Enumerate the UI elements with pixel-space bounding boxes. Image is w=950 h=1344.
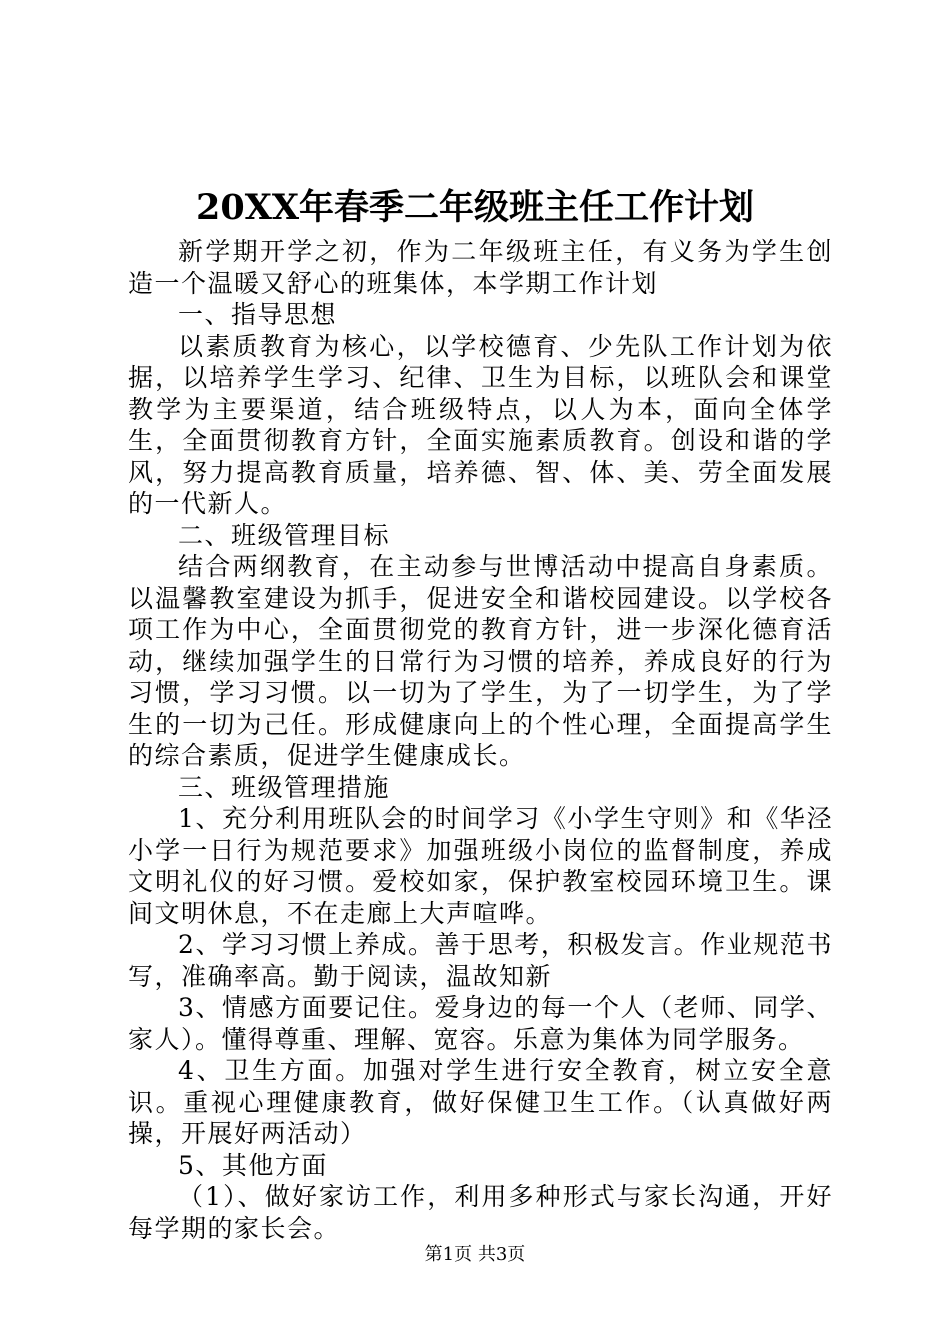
measure-item-4: 4、卫生方面。加强对学生进行安全教育，树立安全意识。重视心理健康教育，做好保健卫生工作。（认真做好两操，开展好两活动） bbox=[128, 1056, 833, 1148]
measure-item-3: 3、情感方面要记住。爱身边的每一个人（老师、同学、家人）。懂得尊重、理解、宽容。乐意为集体为同学服务。 bbox=[128, 993, 833, 1054]
measure-subitem-1: （1）、做好家访工作，利用多种形式与家长沟通，开好每学期的家长会。 bbox=[128, 1182, 833, 1243]
page-number-footer: 第1页 共3页 bbox=[424, 1244, 526, 1265]
measure-item-2: 2、学习习惯上养成。善于思考，积极发言。作业规范书写，准确率高。勤于阅读，温故知新 bbox=[128, 930, 833, 991]
document-body bbox=[128, 236, 833, 1244]
section-heading-guiding-ideology: 一、指导思想 bbox=[178, 300, 338, 329]
section-heading-class-goals: 二、班级管理目标 bbox=[178, 520, 391, 550]
section-heading-class-measures: 三、班级管理措施 bbox=[178, 772, 391, 802]
intro-paragraph: 新学期开学之初，作为二年级班主任，有义务为学生创造一个温暖又舒心的班集体，本学期工作计划 bbox=[128, 237, 833, 298]
measure-item-1: 1、充分利用班队会的时间学习《小学生守则》和《华泾小学一日行为规范要求》加强班级小岗位的监督制度，养成文明礼仪的好习惯。爱校如家，保护教室校园环境卫生。课间文明休息，不在走廊上大声喧哗。 bbox=[128, 804, 833, 928]
paragraph-class-goals: 结合两纲教育，在主动参与世博活动中提高自身素质。以温馨教室建设为抓手，促进安全和谐校园建设。以学校各项工作为中心，全面贯彻党的教育方针，进一步深化德育活动，继续加强学生的日常行为习惯的培养，养成良好的行为习惯，学习习惯。以一切为了学生，为了一切学生，为了学生的一切为己任。形成健康向上的个性心理，全面提高学生的综合素质，促进学生健康成长。 bbox=[128, 552, 833, 770]
paragraph-guiding-ideology: 以素质教育为核心，以学校德育、少先队工作计划为依据，以培养学生学习、纪律、卫生为目标，以班队会和课堂教学为主要渠道，结合班级特点，以人为本，面向全体学生，全面贯彻教育方针，全面实施素质教育。创设和谐的学风，努力提高教育质量，培养德、智、体、美、劳全面发展的一代新人。 bbox=[128, 331, 833, 518]
measure-item-5: 5、其他方面 bbox=[178, 1150, 328, 1180]
document-title: 20XX年春季二年级班主任工作计划 bbox=[195, 187, 755, 228]
